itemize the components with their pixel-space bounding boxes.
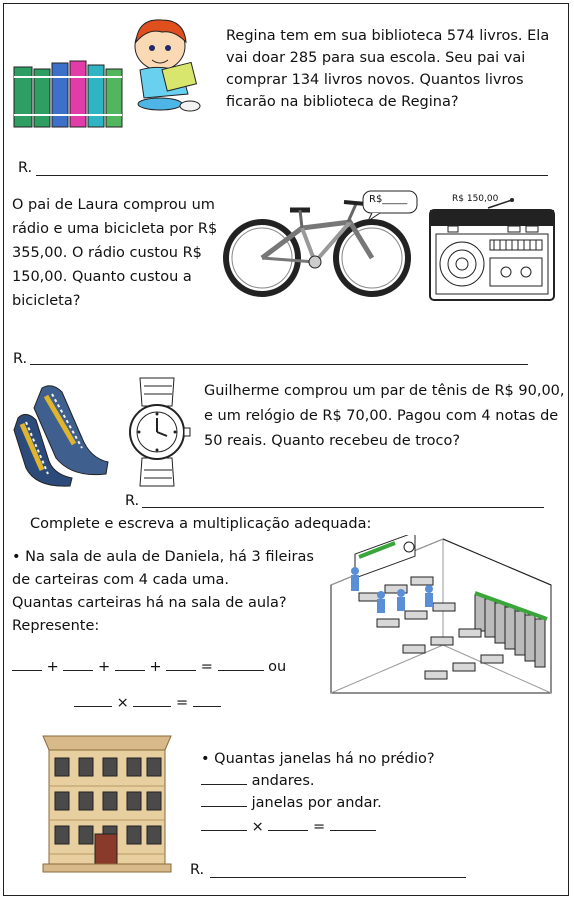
windows-per-floor-label: janelas por andar. xyxy=(251,795,382,811)
floors-blank[interactable] xyxy=(201,770,247,785)
problem3-line: e um relógio de R$ 70,00. Pagou com 4 notas de xyxy=(204,408,559,424)
problem4-text xyxy=(12,546,314,638)
problem2-answer-line[interactable] xyxy=(30,364,528,365)
factor-blank[interactable] xyxy=(74,692,112,707)
windows-per-floor-blank[interactable] xyxy=(201,792,247,807)
addend-blank[interactable] xyxy=(12,656,42,671)
product-blank[interactable] xyxy=(330,816,376,831)
product-blank[interactable] xyxy=(193,692,221,707)
problem1-answer-line[interactable] xyxy=(36,175,548,176)
plus-sign: + xyxy=(97,659,111,675)
times-sign: × xyxy=(251,819,264,835)
problem4-line: • Na sala de aula de Daniela, há 3 fileiras xyxy=(12,549,314,565)
problem3-line: 50 reais. Quanto recebeu de troco? xyxy=(204,433,461,449)
floors-label: andares. xyxy=(251,773,315,789)
sum-blank[interactable] xyxy=(218,656,264,671)
problem4-line: Represente: xyxy=(12,618,100,634)
factor-blank[interactable] xyxy=(133,692,171,707)
radio-price-tag: R$ 150,00 xyxy=(452,194,499,204)
equals-sign: = xyxy=(200,659,213,675)
problem5-answer-line[interactable] xyxy=(210,877,466,878)
classroom-illustration xyxy=(325,535,557,700)
section-title: Complete e escreva a multiplicação adequada: xyxy=(30,516,372,532)
problem1-text xyxy=(226,25,549,113)
problem4-line: Quantas carteiras há na sala de aula? xyxy=(12,595,287,611)
problem3-line: Guilherme comprou um par de tênis de R$ 90,00, xyxy=(204,383,565,399)
problem1-line: comprar 134 livros novos. Quantos livros xyxy=(226,72,524,88)
problem5-answer-label: R. xyxy=(190,862,205,878)
plus-sign: + xyxy=(149,659,162,675)
or-word: ou xyxy=(268,659,287,675)
problem4-line: de carteiras com 4 cada uma. xyxy=(12,572,229,588)
windows-row xyxy=(201,792,382,814)
problem2-line: O pai de Laura comprou um xyxy=(12,197,215,213)
addend-blank[interactable] xyxy=(63,656,93,671)
problem1-line: vai doar 285 para sua escola. Seu pai vai xyxy=(226,50,526,66)
plus-sign: + xyxy=(46,659,59,675)
problem3-text xyxy=(204,379,565,454)
problem2-line: 355,00. O rádio custou R$ xyxy=(12,245,202,261)
sneakers-illustration xyxy=(12,378,112,488)
problem1-line: Regina tem em sua biblioteca 574 livros. Ela xyxy=(226,28,550,44)
problem2-line: bicicleta? xyxy=(12,293,81,309)
problem2-line: rádio e uma bicicleta por R$ xyxy=(12,221,218,237)
multiplication-equation xyxy=(74,692,221,714)
addend-blank[interactable] xyxy=(115,656,145,671)
problem2-line: 150,00. Quanto custou a xyxy=(12,269,192,285)
times-sign: × xyxy=(116,695,129,711)
problem1-line: ficarão na biblioteca de Regina? xyxy=(226,94,459,110)
problem2-text xyxy=(12,193,217,313)
wristwatch-illustration xyxy=(126,374,192,490)
addend-blank[interactable] xyxy=(166,656,196,671)
boy-reading-illustration xyxy=(118,14,218,114)
factor-blank[interactable] xyxy=(268,816,308,831)
bike-price-tag: R$_____ xyxy=(369,194,408,205)
books-illustration xyxy=(10,55,135,130)
building-illustration xyxy=(33,724,181,876)
problem5-question: • Quantas janelas há no prédio? xyxy=(201,751,435,767)
problem3-answer-label: R. xyxy=(125,493,140,509)
problem3-answer-line[interactable] xyxy=(142,507,544,508)
windows-multiplication xyxy=(201,816,376,838)
radio-illustration xyxy=(428,196,556,302)
equals-sign: = xyxy=(175,695,189,711)
problem2-answer-label: R. xyxy=(13,351,28,367)
equals-sign: = xyxy=(312,819,326,835)
addition-equation xyxy=(12,656,286,678)
floors-row xyxy=(201,770,315,792)
problem1-answer-label: R. xyxy=(18,160,33,176)
factor-blank[interactable] xyxy=(201,816,247,831)
